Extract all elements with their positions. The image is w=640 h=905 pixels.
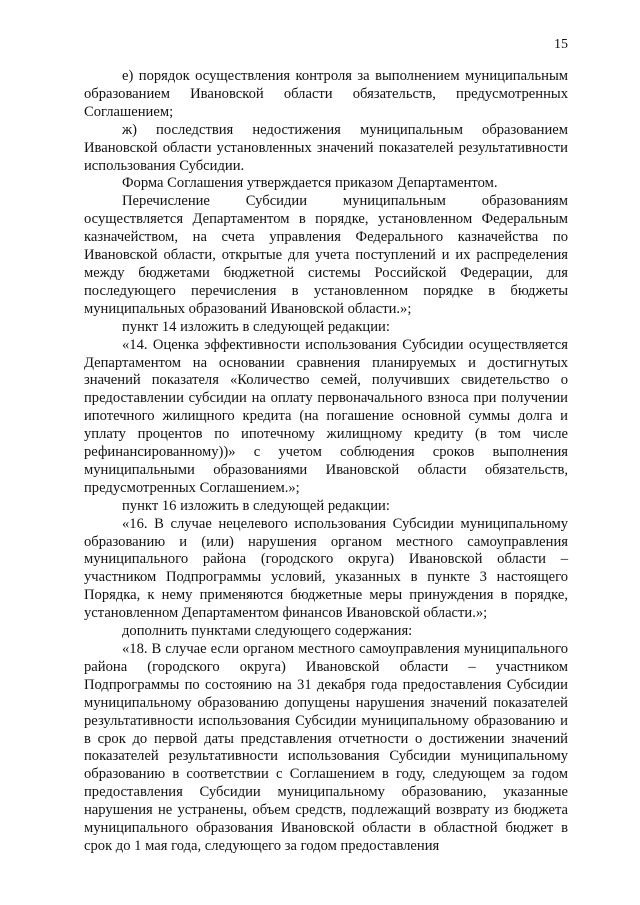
paragraph-amend-14: пункт 14 изложить в следующей редакции: <box>122 318 390 335</box>
paragraph-clause-18: «18. В случае если органом местного самоуправления муниципального района (городского округа) Ивановской области – участником Подпрограммы по состоянию на 31 декабря года предоставления Субсидии муниципальному образованию допущены нарушения значений показателей результативности использования Субсидии муниципальному образованию и в срок до первой даты представления отчетности о достижении значений показателей результативности использования Субсидии муниципальному образованию в соответствии с Соглашением в году, следующем за годом предоставления Субсидии муниципальному образованию, указанные нарушения не устранены, объем средств, подлежащий возврату из бюджета муниципального образования Ивановской области в областной бюджет в срок до 1 мая года, следующего за годом предоставления <box>84 641 568 854</box>
paragraph-agreement-form: Форма Соглашения утверждается приказом Департаментом. <box>122 175 498 192</box>
paragraph-amend-16: пункт 16 изложить в следующей редакции: <box>122 497 390 514</box>
page-number: 15 <box>554 37 568 52</box>
paragraph-subsidy-transfer: Перечисление Субсидии муниципальным образованиям осуществляется Департаментом в порядке, установленном Федеральным казначейством, на счета управления Федерального казначейства по Ивановской области, открытые для учета поступлений и их распределения между бюджетами бюджетной системы Российской Федерации, для последующего перечисления в установленном порядке в бюджеты муниципальных образований Ивановской области.»; <box>84 193 568 317</box>
paragraph-clause-14: «14. Оценка эффективности использования Субсидии осуществляется Департаментом на основании сравнения планируемых и достигнутых значений показателя «Количество семей, получивших свидетельство о предоставлении субсидии на оплату первоначального взноса при получении ипотечного жилищного кредита (на погашение основной суммы долга и уплату процентов по ипотечному жилищному кредиту (в том числе рефинансированному))» с учетом соблюдения сроков выполнения муниципальными образованиями Ивановской области обязательств, предусмотренных Соглашением.»; <box>84 336 568 496</box>
paragraph-add-clauses: дополнить пунктами следующего содержания: <box>122 623 413 640</box>
paragraph-clause-16: «16. В случае нецелевого использования Субсидии муниципальному образованию и (или) нарушения органом местного самоуправления муниципального района (городского округа) Ивановской области – участником Подпрограммы условий, указанных в пункте 3 настоящего Порядка, к нему применяются бюджетные меры принуждения в порядке, установленном Департаментом финансов Ивановской области.»; <box>84 515 568 622</box>
paragraph-item-e: е) порядок осуществления контроля за выполнением муниципальным образованием Ивановской области обязательств, предусмотренных Соглашением; <box>84 68 568 120</box>
paragraph-item-zh: ж) последствия недостижения муниципальным образованием Ивановской области установленных значений показателей результативности использования Субсидии. <box>84 121 568 174</box>
document-body <box>84 68 568 856</box>
